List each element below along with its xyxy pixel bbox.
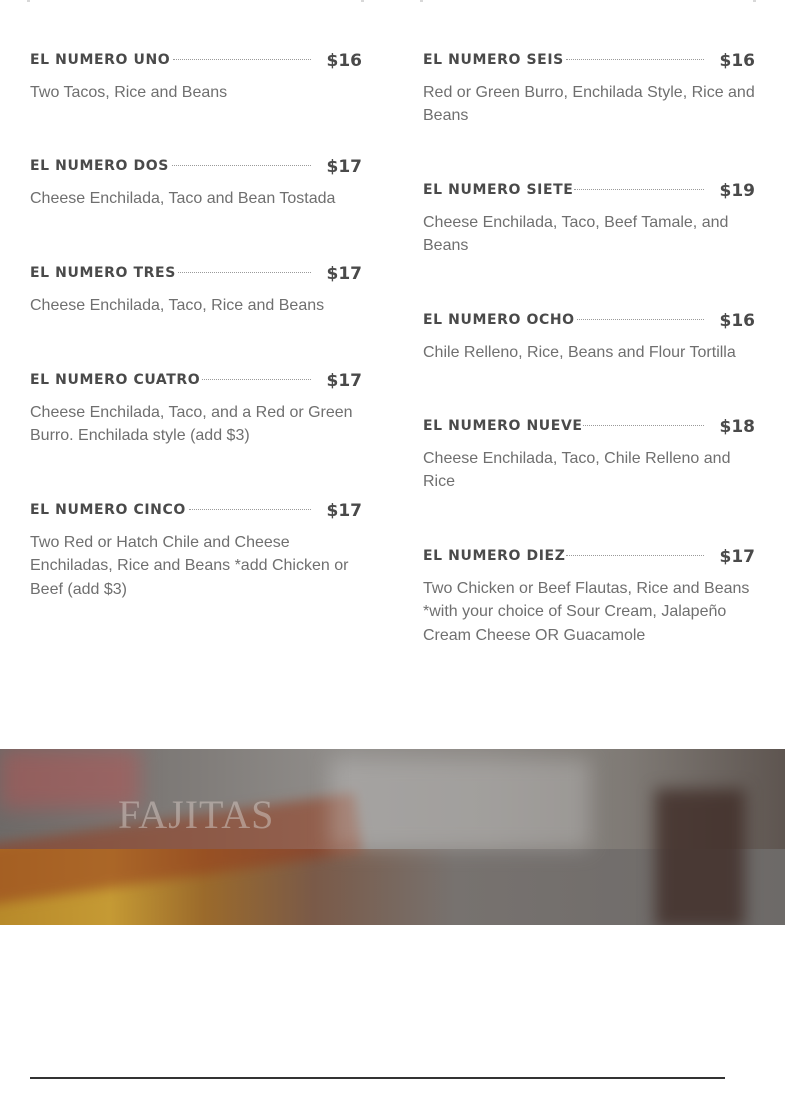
fajitas-banner: [0, 749, 785, 925]
item-name: EL NUMERO CINCO: [30, 502, 186, 518]
menu-item: [423, 178, 755, 258]
dotted-leader: [178, 272, 311, 273]
menu-item: [423, 308, 755, 364]
dotted-leader: [577, 319, 704, 320]
item-price: $17: [326, 371, 362, 391]
dotted-leader: [583, 425, 704, 426]
menu-item: [30, 48, 362, 104]
item-price: $16: [719, 311, 755, 331]
dotted-leader: [189, 509, 311, 510]
item-price: $17: [326, 501, 362, 521]
item-name: EL NUMERO SIETE: [423, 182, 574, 198]
dotted-leader: [566, 555, 704, 556]
menu-item: [30, 154, 362, 210]
menu-item: [423, 48, 755, 128]
item-description: Two Chicken or Beef Flautas, Rice and Beans *with your choice of Sour Cream, Jalapeño Cream Cheese OR Guacamole: [423, 580, 750, 644]
menu-item: [30, 498, 362, 601]
item-name: EL NUMERO DOS: [30, 158, 169, 174]
item-price: $19: [719, 181, 755, 201]
item-price: $18: [719, 417, 755, 437]
banner-title: FAJITAS: [118, 792, 275, 837]
item-name: EL NUMERO CUATRO: [30, 372, 201, 388]
item-price: $17: [719, 547, 755, 567]
menu-item: [30, 368, 362, 448]
dotted-leader: [566, 59, 704, 60]
item-description: Cheese Enchilada, Taco and Bean Tostada: [30, 190, 336, 207]
dotted-leader: [172, 165, 311, 166]
item-name: EL NUMERO NUEVE: [423, 418, 583, 434]
item-description: Chile Relleno, Rice, Beans and Flour Tortilla: [423, 344, 736, 361]
section-divider: [30, 1077, 725, 1079]
item-description: Cheese Enchilada, Taco, Beef Tamale, and Beans: [423, 214, 729, 255]
item-name: EL NUMERO UNO: [30, 52, 171, 68]
item-name: EL NUMERO SEIS: [423, 52, 564, 68]
item-description: Two Tacos, Rice and Beans: [30, 84, 228, 101]
dotted-leader: [574, 189, 704, 190]
menu-item: [423, 544, 755, 647]
item-name: EL NUMERO DIEZ: [423, 548, 566, 564]
item-price: $17: [326, 264, 362, 284]
item-description: Cheese Enchilada, Taco, and a Red or Green Burro. Enchilada style (add $3): [30, 404, 353, 445]
item-price: $16: [326, 51, 362, 71]
item-description: Two Red or Hatch Chile and Cheese Enchiladas, Rice and Beans *add Chicken or Beef (add $3): [30, 534, 349, 598]
dotted-leader: [202, 379, 311, 380]
item-description: Red or Green Burro, Enchilada Style, Rice and Beans: [423, 84, 755, 125]
menu-item: [423, 414, 755, 494]
item-description: Cheese Enchilada, Taco, Chile Relleno and Rice: [423, 450, 731, 491]
top-border-marks: [0, 0, 785, 2]
item-price: $16: [719, 51, 755, 71]
dotted-leader: [173, 59, 311, 60]
item-price: $17: [326, 157, 362, 177]
item-name: EL NUMERO OCHO: [423, 312, 575, 328]
item-description: Cheese Enchilada, Taco, Rice and Beans: [30, 297, 325, 314]
item-name: EL NUMERO TRES: [30, 265, 176, 281]
menu-item: [30, 261, 362, 317]
